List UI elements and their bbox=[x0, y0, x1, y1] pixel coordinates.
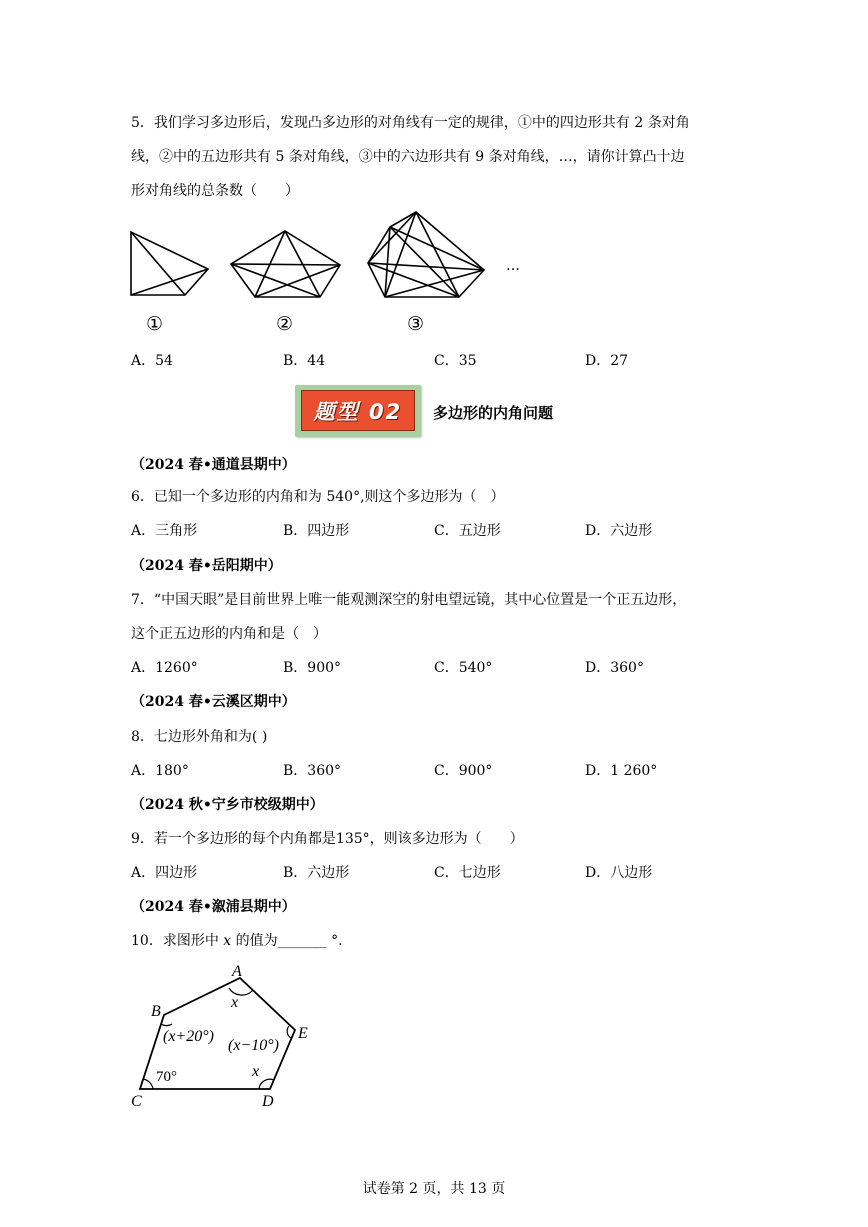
q8-text: 8．七边形外角和为( ) bbox=[131, 729, 268, 745]
figure-label-3: ③ bbox=[407, 313, 425, 335]
q7-option-b[interactable]: B．900° bbox=[283, 660, 342, 676]
q6-source: （2024 春•通道县期中） bbox=[131, 457, 296, 473]
q7-option-a[interactable]: A．1260° bbox=[131, 660, 198, 676]
q9-option-d[interactable]: D．八边形 bbox=[585, 865, 653, 881]
q6-option-a[interactable]: A．三角形 bbox=[131, 523, 198, 539]
vertex-a-label: A bbox=[232, 963, 242, 980]
polygon-diagonals-figure bbox=[120, 205, 540, 305]
angle-c-label: 70° bbox=[156, 1069, 177, 1085]
angle-b-arc bbox=[161, 1024, 172, 1026]
q7-option-c[interactable]: C．540° bbox=[434, 660, 493, 676]
q7-text-line1: 7．“中国天眼”是目前世界上唯一能观测深空的射电望远镜，其中心位置是一个正五边形， bbox=[131, 592, 687, 608]
q10-source: （2024 春•溆浦县期中） bbox=[131, 899, 296, 915]
q5-text-line3: 形对角线的总条数（ ） bbox=[131, 183, 299, 199]
q5-option-c[interactable]: C．35 bbox=[434, 353, 477, 369]
quadrilateral-figure bbox=[131, 232, 208, 295]
q7-option-d[interactable]: D．360° bbox=[585, 660, 644, 676]
vertex-b-label: B bbox=[151, 1003, 161, 1020]
q8-option-a[interactable]: A．180° bbox=[131, 763, 189, 779]
vertex-c-label: C bbox=[131, 1093, 142, 1110]
q5-option-d[interactable]: D．27 bbox=[585, 353, 629, 369]
vertex-e-label: E bbox=[298, 1025, 308, 1042]
q8-option-c[interactable]: C．900° bbox=[434, 763, 493, 779]
q6-option-b[interactable]: B．四边形 bbox=[283, 523, 350, 539]
q9-option-c[interactable]: C．七边形 bbox=[434, 865, 501, 881]
q8-source: （2024 春•云溪区期中） bbox=[131, 694, 296, 710]
q9-source: （2024 秋•宁乡市校级期中） bbox=[131, 797, 324, 813]
q10-text-before: 10．求图形中 bbox=[131, 933, 224, 949]
q8-option-b[interactable]: B．360° bbox=[283, 763, 342, 779]
q9-option-b[interactable]: B．六边形 bbox=[283, 865, 350, 881]
q5-option-a[interactable]: A．54 bbox=[131, 353, 173, 369]
vertex-d-label: D bbox=[262, 1093, 274, 1110]
section-title: 多边形的内角问题 bbox=[433, 404, 554, 422]
q9-options bbox=[131, 863, 771, 883]
q8-option-d[interactable]: D．1 260° bbox=[585, 763, 658, 779]
section-badge-label: 题型 02 bbox=[301, 390, 415, 431]
figure-label-1: ① bbox=[146, 313, 164, 335]
pentagon-angle-figure bbox=[120, 960, 340, 1115]
q7-options bbox=[131, 658, 771, 678]
q8-options bbox=[131, 761, 771, 781]
q6-option-c[interactable]: C．五边形 bbox=[434, 523, 501, 539]
q5-options bbox=[131, 351, 771, 371]
q10-text-after: 的值为_______ °. bbox=[231, 933, 343, 949]
angle-a-label: x bbox=[231, 994, 239, 1011]
q9-option-a[interactable]: A．四边形 bbox=[131, 865, 198, 881]
angle-b-label: (x+20°) bbox=[163, 1028, 214, 1045]
q6-option-d[interactable]: D．六边形 bbox=[585, 523, 653, 539]
q10-text bbox=[131, 931, 343, 951]
q6-text: 6．已知一个多边形的内角和为 540°,则这个多边形为（ ） bbox=[131, 489, 505, 505]
section-badge bbox=[295, 385, 421, 437]
q9-text: 9．若一个多边形的每个内角都是135°，则该多边形为（ ） bbox=[131, 831, 524, 847]
q5-option-b[interactable]: B．44 bbox=[283, 353, 326, 369]
q10-variable: x bbox=[223, 933, 232, 949]
q7-text-line2: 这个正五边形的内角和是（ ） bbox=[131, 626, 327, 642]
angle-d-label: x bbox=[252, 1063, 260, 1080]
angle-c-arc bbox=[143, 1079, 153, 1089]
q5-text-line1: 5．我们学习多边形后，发现凸多边形的对角线有一定的规律，①中的四边形共有 2 条对角 bbox=[131, 115, 690, 131]
q5-text-line2: 线，②中的五边形共有 5 条对角线，③中的六边形共有 9 条对角线，…，请你计算凸十边 bbox=[131, 149, 685, 165]
q7-source: （2024 春•岳阳期中） bbox=[131, 558, 282, 574]
page-footer: 试卷第 2 页，共 13 页 bbox=[362, 1181, 506, 1197]
q6-options bbox=[131, 521, 771, 541]
angle-e-label: (x−10°) bbox=[228, 1037, 279, 1054]
ellipsis: … bbox=[506, 258, 520, 274]
angle-e-arc bbox=[287, 1026, 291, 1038]
figure-label-2: ② bbox=[276, 313, 294, 335]
